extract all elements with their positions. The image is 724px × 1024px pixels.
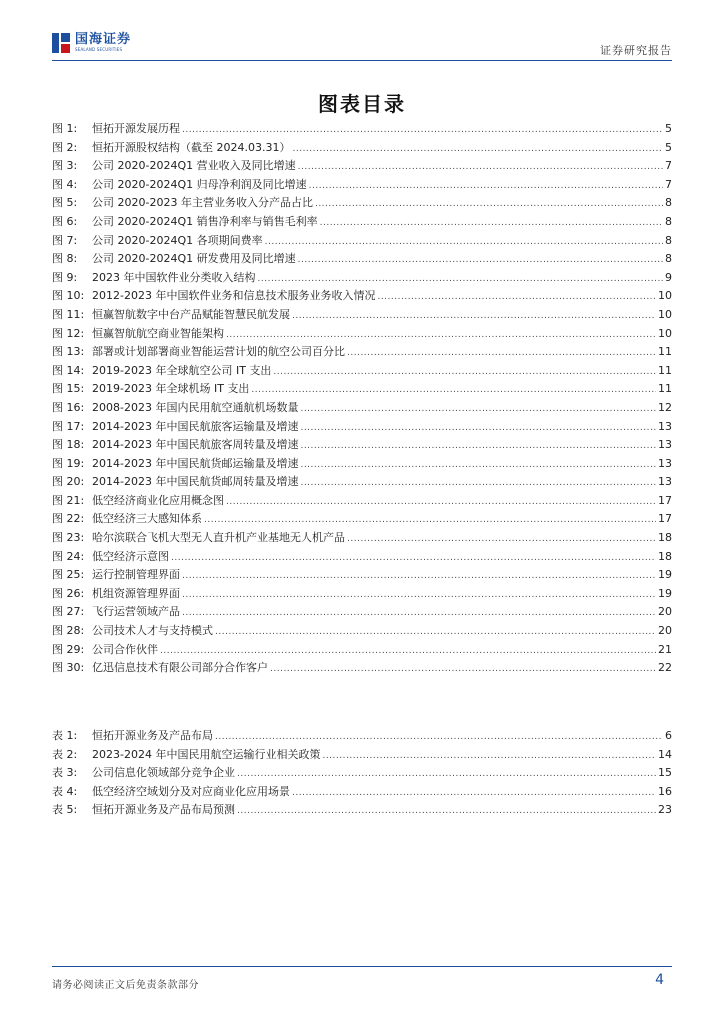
figure-entry[interactable] — [52, 380, 672, 399]
figure-entry[interactable] — [52, 566, 672, 585]
figure-entry-page: 5 — [665, 140, 672, 154]
figure-entry-number: 图 13: — [52, 345, 85, 359]
dot-leader — [182, 568, 656, 581]
figure-entry-page: 13 — [658, 419, 672, 433]
dot-leader — [292, 141, 663, 154]
table-entry-page: 6 — [665, 729, 672, 742]
figure-entry-title: 运行控制管理界面 — [92, 568, 180, 582]
dot-leader — [237, 766, 656, 779]
figure-entry[interactable] — [52, 473, 672, 492]
figure-entry[interactable] — [52, 492, 672, 511]
figure-entry-number: 图 22: — [52, 512, 85, 526]
header-divider — [52, 60, 672, 61]
figure-entry[interactable] — [52, 213, 672, 232]
figure-entry-number: 图 20: — [52, 475, 85, 489]
figure-entry[interactable] — [52, 510, 672, 529]
figure-entry-title: 2012-2023 年中国软件业务和信息技术服务业务收入情况 — [92, 289, 376, 303]
dot-leader — [270, 661, 656, 674]
figure-entry-title: 公司 2020-2024Q1 归母净利润及同比增速 — [92, 177, 307, 191]
figure-entry-page: 11 — [658, 363, 672, 377]
figure-entry-title: 2014-2023 年中国民航货邮运输量及增速 — [92, 456, 299, 470]
page-header — [52, 28, 672, 60]
figure-entry-title: 恒赢智航航空商业智能架构 — [92, 326, 224, 340]
figure-entry-title: 2008-2023 年国内民用航空通航机场数量 — [92, 400, 299, 414]
figure-entry[interactable] — [52, 641, 672, 660]
logo-en-text: SEALAND SECURITIES — [75, 47, 123, 52]
figure-entry-number: 图 21: — [52, 493, 85, 507]
figure-entry-page: 18 — [658, 531, 672, 545]
figure-entry-page: 13 — [658, 456, 672, 470]
dot-leader — [315, 196, 663, 209]
figure-entry-page: 8 — [665, 214, 672, 228]
figure-entry-number: 图 2: — [52, 140, 78, 154]
figure-entry-number: 图 27: — [52, 605, 85, 619]
dot-leader — [300, 438, 656, 451]
figure-entry-title: 公司 2020-2024Q1 各项期间费率 — [92, 233, 263, 247]
figure-entry-title: 2014-2023 年中国民航货邮周转量及增速 — [92, 475, 299, 489]
figure-entry[interactable] — [52, 250, 672, 269]
table-entry-title: 恒拓开源业务及产品布局预测 — [92, 803, 235, 817]
figure-entry-number: 图 6: — [52, 214, 78, 228]
figure-entry-title: 公司 2020-2024Q1 研发费用及同比增速 — [92, 252, 296, 266]
figure-entry-page: 13 — [658, 475, 672, 489]
figure-entry-number: 图 7: — [52, 233, 78, 247]
figure-entry[interactable] — [52, 603, 672, 622]
figure-entry-title: 公司合作伙伴 — [92, 642, 158, 656]
figure-entry[interactable] — [52, 120, 672, 139]
footer-divider — [52, 966, 672, 967]
figure-entry-title: 2023 年中国软件业分类收入结构 — [92, 270, 256, 284]
figure-entry-page: 19 — [658, 568, 672, 582]
dot-leader — [204, 512, 656, 525]
figure-entry-number: 图 1: — [52, 122, 78, 135]
dot-leader — [300, 475, 656, 488]
figure-entry[interactable] — [52, 232, 672, 251]
figure-entry-number: 图 18: — [52, 438, 85, 452]
logo-mark-icon — [52, 33, 70, 53]
table-entry-title: 恒拓开源业务及产品布局 — [92, 729, 213, 742]
figure-entry-number: 图 9: — [52, 270, 78, 284]
dot-leader — [226, 327, 656, 340]
footer-disclaimer: 请务必阅读正文后免责条款部分 — [52, 980, 199, 991]
dot-leader — [300, 420, 656, 433]
figure-entry[interactable] — [52, 455, 672, 474]
figure-entry-page: 10 — [658, 326, 672, 340]
figure-entry-page: 17 — [658, 493, 672, 507]
figure-entry-number: 图 26: — [52, 586, 85, 600]
table-entry-title: 低空经济空域划分及对应商业化应用场景 — [92, 784, 290, 798]
figure-entry[interactable] — [52, 548, 672, 567]
logo-cn-text: 国海证券 — [75, 32, 132, 47]
figure-entry-title: 低空经济商业化应用概念图 — [92, 493, 224, 507]
figure-entry-title: 亿迅信息技术有限公司部分合作客户 — [92, 661, 268, 675]
figure-entry-number: 图 5: — [52, 196, 78, 210]
figure-entry[interactable] — [52, 585, 672, 604]
dot-leader — [265, 234, 663, 247]
figure-entry-number: 图 10: — [52, 289, 85, 303]
figure-entry-page: 13 — [658, 438, 672, 452]
table-entry[interactable] — [52, 764, 672, 783]
figure-entry[interactable] — [52, 436, 672, 455]
figure-entry-page: 21 — [658, 642, 672, 656]
table-entry[interactable] — [52, 727, 672, 746]
figure-entry-title: 飞行运营领域产品 — [92, 605, 180, 619]
dot-leader — [300, 401, 656, 414]
figure-entry[interactable] — [52, 325, 672, 344]
figure-entry-number: 图 30: — [52, 661, 85, 675]
figure-entry-number: 图 28: — [52, 624, 85, 638]
figure-entry-number: 图 8: — [52, 252, 78, 266]
table-entry-number: 表 2: — [52, 747, 78, 761]
figure-entry-title: 恒拓开源股权结构（截至 2024.03.31） — [92, 140, 291, 154]
page-number: 4 — [655, 972, 664, 988]
table-entry-number: 表 5: — [52, 803, 78, 817]
dot-leader — [298, 252, 663, 265]
table-entry-page: 15 — [658, 766, 672, 780]
figure-entry-page: 8 — [665, 233, 672, 247]
dot-leader — [182, 587, 656, 600]
dot-leader — [226, 494, 656, 507]
dot-leader — [215, 624, 656, 637]
table-entry-title: 公司信息化领域部分竞争企业 — [92, 766, 235, 780]
figure-entry[interactable] — [52, 157, 672, 176]
figure-entry-title: 哈尔滨联合飞机大型无人直升机产业基地无人机产品 — [92, 531, 345, 545]
figure-entry-page: 20 — [658, 624, 672, 638]
figure-entry-number: 图 16: — [52, 400, 85, 414]
figure-entry[interactable] — [52, 194, 672, 213]
dot-leader — [320, 215, 663, 228]
table-entry[interactable] — [52, 801, 672, 820]
dot-leader — [237, 803, 656, 816]
figure-entry[interactable] — [52, 139, 672, 158]
dot-leader — [347, 531, 656, 544]
figure-entry-number: 图 12: — [52, 326, 85, 340]
figure-entry[interactable] — [52, 529, 672, 548]
figure-entry[interactable] — [52, 287, 672, 306]
figure-entry[interactable] — [52, 343, 672, 362]
figure-entry-page: 11 — [658, 345, 672, 359]
dot-leader — [377, 289, 656, 302]
figure-entry-number: 图 19: — [52, 456, 85, 470]
figure-entry-page: 9 — [665, 270, 672, 284]
figure-entry-title: 2014-2023 年中国民航旅客运输量及增速 — [92, 419, 299, 433]
figure-entry-number: 图 17: — [52, 419, 85, 433]
figure-entry-page: 17 — [658, 512, 672, 526]
figure-entry-page: 10 — [658, 289, 672, 303]
report-type: 证券研究报告 — [600, 44, 672, 57]
table-entry-number: 表 1: — [52, 729, 78, 742]
dot-leader — [292, 785, 656, 798]
figure-entry-page: 8 — [665, 252, 672, 266]
dot-leader — [182, 122, 663, 135]
figure-entry-page: 5 — [665, 122, 672, 135]
figure-entry-page: 7 — [665, 177, 672, 191]
figure-entry-title: 2019-2023 年全球机场 IT 支出 — [92, 382, 250, 396]
figure-entry[interactable] — [52, 362, 672, 381]
dot-leader — [251, 382, 656, 395]
dot-leader — [258, 271, 664, 284]
figure-entry-page: 19 — [658, 586, 672, 600]
figure-entry-number: 图 14: — [52, 363, 85, 377]
dot-leader — [322, 748, 656, 761]
figure-entry[interactable] — [52, 659, 672, 678]
figure-entry-number: 图 24: — [52, 549, 85, 563]
figure-entry-page: 18 — [658, 549, 672, 563]
figure-entry-title: 部署或计划部署商业智能运营计划的航空公司百分比 — [92, 345, 345, 359]
figure-entry-number: 图 29: — [52, 642, 85, 656]
figure-entry-page: 7 — [665, 159, 672, 173]
figure-list — [52, 120, 672, 678]
figure-entry-number: 图 23: — [52, 531, 85, 545]
dot-leader — [298, 159, 663, 172]
figure-entry-title: 机组资源管理界面 — [92, 586, 180, 600]
dot-leader — [215, 729, 663, 742]
table-entry-number: 表 4: — [52, 784, 78, 798]
dot-leader — [347, 345, 656, 358]
page-title: 图表目录 — [318, 92, 406, 116]
table-entry[interactable] — [52, 746, 672, 765]
figure-entry-page: 11 — [658, 382, 672, 396]
figure-entry[interactable] — [52, 399, 672, 418]
table-entry-page: 14 — [658, 747, 672, 761]
figure-entry-title: 2014-2023 年中国民航旅客周转量及增速 — [92, 438, 299, 452]
figure-entry-page: 12 — [658, 400, 672, 414]
dot-leader — [182, 605, 656, 618]
figure-entry-number: 图 11: — [52, 307, 85, 321]
company-logo — [52, 30, 131, 56]
dot-leader — [292, 308, 656, 321]
figure-entry[interactable] — [52, 176, 672, 195]
dot-leader — [171, 550, 656, 563]
dot-leader — [309, 178, 663, 191]
figure-entry-title: 低空经济三大感知体系 — [92, 512, 202, 526]
figure-entry-page: 20 — [658, 605, 672, 619]
figure-entry-page: 8 — [665, 196, 672, 210]
table-list — [52, 727, 672, 820]
figure-entry[interactable] — [52, 269, 672, 288]
figure-entry-title: 2019-2023 年全球航空公司 IT 支出 — [92, 363, 272, 377]
figure-entry-title: 公司 2020-2024Q1 销售净利率与销售毛利率 — [92, 214, 318, 228]
table-entry-number: 表 3: — [52, 766, 78, 780]
dot-leader — [300, 457, 656, 470]
figure-entry-title: 低空经济示意图 — [92, 549, 169, 563]
dot-leader — [273, 364, 656, 377]
figure-entry-title: 恒拓开源发展历程 — [92, 122, 180, 135]
figure-entry-title: 恒赢智航数字中台产品赋能智慧民航发展 — [92, 307, 290, 321]
figure-entry-number: 图 15: — [52, 382, 85, 396]
table-entry-title: 2023-2024 年中国民用航空运输行业相关政策 — [92, 747, 321, 761]
dot-leader — [160, 643, 656, 656]
figure-entry-page: 22 — [658, 661, 672, 675]
table-entry[interactable] — [52, 783, 672, 802]
figure-entry[interactable] — [52, 622, 672, 641]
figure-entry-number: 图 3: — [52, 159, 78, 173]
figure-entry[interactable] — [52, 306, 672, 325]
table-entry-page: 23 — [658, 803, 672, 817]
figure-entry-title: 公司 2020-2024Q1 营业收入及同比增速 — [92, 159, 296, 173]
figure-entry-title: 公司 2020-2023 年主营业务收入分产品占比 — [92, 196, 313, 210]
figure-entry-title: 公司技术人才与支持模式 — [92, 624, 213, 638]
table-entry-page: 16 — [658, 784, 672, 798]
figure-entry-number: 图 4: — [52, 177, 78, 191]
figure-entry-page: 10 — [658, 307, 672, 321]
figure-entry[interactable] — [52, 418, 672, 437]
figure-entry-number: 图 25: — [52, 568, 85, 582]
